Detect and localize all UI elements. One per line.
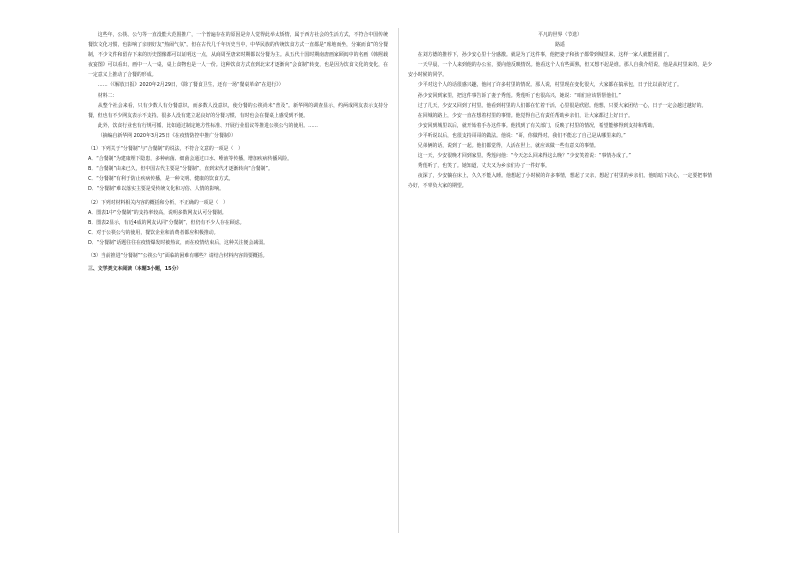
paragraph: 过了几天，少安又回到了村里。他看到村里的人们都在忙着干活，心里很是欣慰。他想，只要大家团结一心，日子一定会越过越好的。: [417, 102, 707, 109]
column-divider: [398, 28, 399, 533]
option-b: B．图表2显示，有近4成的网友认同“分餐制”，但仍有不少人存在顾虑。: [88, 219, 245, 226]
paragraph: 夜深了，少安躺在床上，久久不能入睡。他想起了小时候的许多事情，想起了父亲，想起了村里的乡亲们。他暗暗下决心，一定要把事情办好，不辜负大家的期望。: [408, 173, 712, 190]
passage-author: 路遥: [555, 42, 565, 49]
question-stem: （2）下列对材料相关内容的概括和分析，不正确的一项是（ ）: [88, 199, 229, 206]
paragraph: 这一天，少安很晚才回到家里。秀莲问他：“今天怎么回来得这么晚？”少安笑着说：“事情办成了。”: [417, 153, 631, 160]
citation: ……（《解放日报》2020年2月29日，《除了餐食卫生，还有一场“餐桌革命”在进行》）: [97, 82, 284, 89]
right-column: [408, 30, 712, 530]
paragraph: 一天早晨，一个人来到他的办公室，要向他反映情况。他看这个人有些面熟，但又想不起是谁。那人自我介绍说，他是从村里来的，是少安小时候的同学。: [408, 62, 712, 79]
paragraph: 少平对这个人的话很感兴趣，他问了许多村里的情况。那人说，村里现在变化很大，大家都在搞承包，日子比以前好过了。: [417, 82, 682, 89]
question-stem: （3）当前推进“分餐制”“公筷公勺”面临的困难有哪些？请结合材料内容简要概括。: [88, 252, 268, 259]
citation: （摘编自新华网 2020年3月25日《在疫情防控中推广分餐制》）: [97, 132, 237, 139]
paragraph: 秀莲听了，也笑了。她知道，丈夫又为乡亲们办了一件好事。: [417, 163, 550, 170]
option-c: C．对于公筷公勺的使用，餐饮企业和消费者都应积极推动。: [88, 229, 219, 236]
option-d: D．“分餐制”话题往往在疫情爆发时被热议，而在疫情结束后，这种关注便会减弱。: [88, 239, 269, 246]
left-column: [88, 30, 388, 530]
section-heading: 三、文学类文本阅读（本题3小题，15分）: [88, 266, 182, 273]
paragraph: 此外，饮食行业也有行规可循，比如通过制定地方性标准、开展行业倡议等推进公筷公勺的使用。……: [97, 122, 318, 129]
passage-title: 平凡的世界（节选）: [537, 32, 583, 38]
paragraph: 孙少安回到家里，把这件事告诉了妻子秀莲。秀莲听了也很高兴，她说：“咱们应该帮帮他们。”: [417, 92, 621, 99]
option-b: B．“合餐制”由来已久，但中国古代主要是“分餐制”，直到宋代才逐渐转向“合餐制”。: [88, 166, 273, 173]
material-label: 材料二：: [97, 92, 118, 99]
paragraph: 在回城的路上，少安一直在想着村里的事情。他觉得自己有责任帮助乡亲们，让大家都过上好日子。: [417, 112, 633, 119]
option-c: C．“分餐制”有利于防止疾病传播，是一种文明、健康的饮食方式。: [88, 176, 234, 183]
paragraph: 兄弟俩的话，说到了一起。他们都觉得，人活在世上，就应该做一些有意义的事情。: [417, 143, 599, 150]
option-a: A．图表1中“分餐制”的支持率较高，说明多数网友认可分餐制。: [88, 209, 227, 216]
paragraph: 在刘方德的推荐下，孙少安心里十分感激。就是为了这件事，他把妻子和孩子都带到城里来，这样一家人就能团圆了。: [417, 52, 673, 59]
option-d: D．“分餐制”难以落实主要是受传统文化和习俗、人情的影响。: [88, 186, 224, 193]
paragraph: 少平听说以后，也很支持哥哥的做法。他说：“哥，你做得对。我们不能忘了自己是从哪里来的。”: [417, 132, 626, 139]
paragraph: 从整个社会来看，只有少数人有分餐意识，而多数人没意识，使分餐的公筷尚未“普及”。新华网的调查显示，约两成网友表示支持分餐，但也有不少网友表示不支持。很多人没有建立起良好的分餐习惯，有时也会在餐桌上感受到不便。: [88, 102, 388, 119]
paragraph: 少安回到城里以后，就开始着手办这件事。他找到了有关部门，反映了村里的情况，希望能够得到支持和帮助。: [417, 122, 658, 129]
option-a: A．“合餐制”为建康埋下隐患，多种病菌、细菌会通过口水、唾液等传播，增加疾病传播风险。: [88, 156, 293, 163]
question-stem: （1）下列关于“分餐制”与“合餐制”的说法，不符合文意的一项是（ ）: [88, 146, 244, 153]
paragraph: 这些年，公筷、公勺等一直没能大范围推广，一个普遍存在的原因是旁人觉得此举太矫情，属于西方社会的生活方式，不符合中国传统餐饮文化习惯，也影响了亲朋好友“热闹气氛”。但在古代几千年历史当中，中华民族的传统饮食方式一直都是“席地而坐，分案而食”的分餐制，不少文件和留存下来的历史图像都可以证明这一点，从商周至唐宋时期都以分餐为主。从五代十国时期南唐画家顾闳中的名画《韩熙载夜宴图》可以看出，画中一人一桌，桌上食物也是一人一份。这种饮食方式直到北宋才逐渐向“会食制”转变，也是因为饮食文化的变化，在一定意义上推动了合餐的形成。: [88, 32, 388, 79]
